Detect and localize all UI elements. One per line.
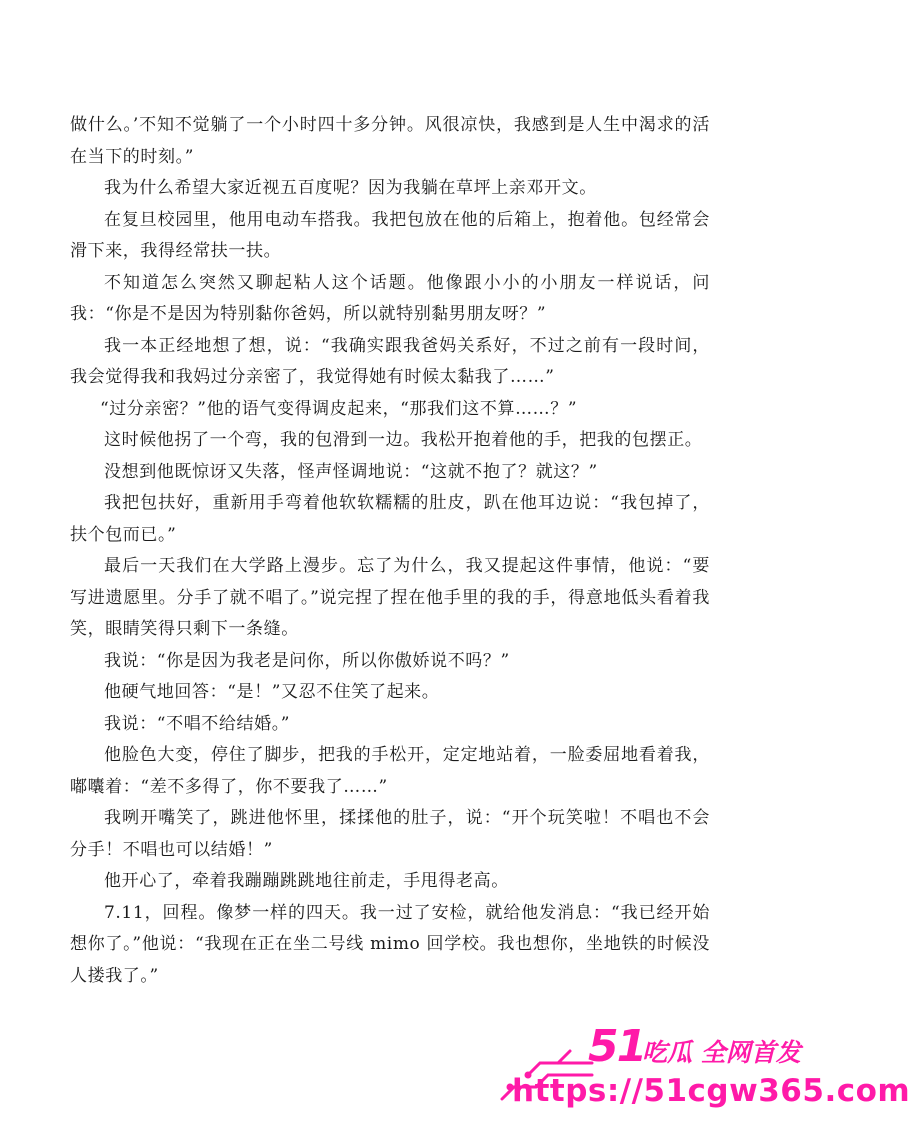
paragraph: “过分亲密？”他的语气变得调皮起来，“那我们这不算……？” (100, 398, 578, 419)
paragraph: 我为什么希望大家近视五百度呢？因为我躺在草坪上亲邓开文。 (104, 178, 597, 198)
paragraph-continued: 做什么。’不知不觉躺了一个小时四十多分钟。风很凉快，我感到是人生中渴求的活在当下的时刻。” (70, 115, 710, 167)
paragraph: 在复旦校园里，他用电动车搭我。我把包放在他的后箱上，抱着他。包经常会滑下来，我得经常扶一扶。 (70, 209, 710, 261)
paragraph: 我说：“不唱不给结婚。” (104, 713, 291, 734)
paragraph: 我说：“你是因为我老是问你，所以你傲娇说不吗？” (104, 650, 510, 671)
paragraph: 没想到他既惊讶又失落，怪声怪调地说：“这就不抱了？就这？” (104, 461, 598, 482)
paragraph: 不知道怎么突然又聊起粘人这个话题。他像跟小小的小朋友一样说话，问我：“你是不是因为特别黏你爸妈，所以就特别黏男朋友呀？” (70, 272, 710, 324)
watermark-logo (588, 1021, 801, 1075)
paragraph: 这时候他拐了一个弯，我的包滑到一边。我松开抱着他的手，把我的包摆正。 (104, 430, 703, 450)
watermark-url: https://51cgw365.com (512, 1073, 910, 1109)
paragraph: 我把包扶好，重新用手弯着他软软糯糯的肚皮，趴在他耳边说：“我包掉了，扶个包而已。” (70, 493, 710, 545)
site-watermark (500, 1021, 910, 1130)
paragraph: 我咧开嘴笑了，跳进他怀里，揉揉他的肚子，说：“开个玩笑啦！不唱也不会分手！不唱也可以结婚！” (70, 808, 710, 860)
paragraph: 我一本正经地想了想，说：“我确实跟我爸妈关系好，不过之前有一段时间，我会觉得我和我妈过分亲密了，我觉得她有时候太黏我了……” (70, 335, 710, 387)
book-page-text (70, 110, 710, 992)
paragraph: 他开心了，牵着我蹦蹦跳跳地往前走，手甩得老高。 (104, 871, 509, 891)
paragraph: 最后一天我们在大学路上漫步。忘了为什么，我又提起这件事情，他说：“要写进遗愿里。分手了就不唱了。”说完捏了捏在他手里的我的手，得意地低头看着我笑，眼睛笑得只剩下一条缝。 (70, 556, 710, 639)
logo-tagline: 吃瓜 全网首发 (642, 1038, 801, 1067)
logo-number: 51 (588, 1021, 646, 1072)
paragraph: 7.11，回程。像梦一样的四天。我一过了安检，就给他发消息：“我已经开始想你了。”他说：“我现在正在坐二号线 mimo 回学校。我也想你，坐地铁的时候没人搂我了。” (70, 902, 710, 986)
paragraph: 他脸色大变，停住了脚步，把我的手松开，定定地站着，一脸委屈地看着我，嘟囔着：“差不多得了，你不要我了……” (70, 745, 710, 797)
paragraph: 他硬气地回答：“是！”又忍不住笑了起来。 (104, 682, 440, 702)
